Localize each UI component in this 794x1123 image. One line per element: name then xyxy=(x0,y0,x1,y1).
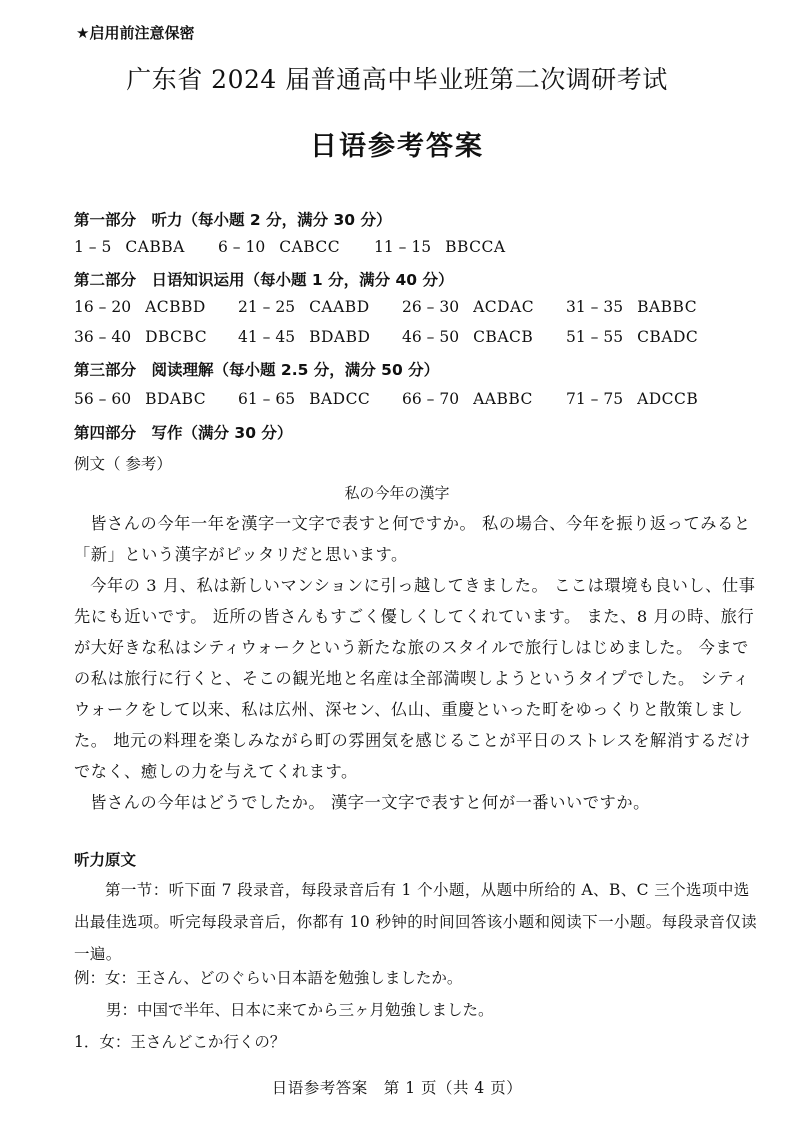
answer-letters: CBADC xyxy=(637,328,699,346)
section-heading-part4 xyxy=(74,421,292,443)
essay-paragraph: 皆さんの今年一年を漢字一文字で表すと何ですか。 私の場合、今年を振り返ってみると「新」という漢字がピッタリだと思います。 xyxy=(74,514,751,564)
answer-letters: CABCC xyxy=(279,238,341,256)
answer-letters: ADCCB xyxy=(637,390,699,408)
answer-letters: BADCC xyxy=(309,390,371,408)
question-range: 16 – 20 xyxy=(74,298,132,316)
answer-letters: CABBA xyxy=(125,238,185,256)
confidential-notice: ★启用前注意保密 xyxy=(76,24,195,42)
question-range: 56 – 60 xyxy=(74,390,132,408)
answer-letters: BABBC xyxy=(637,298,698,316)
question-range: 6 – 10 xyxy=(218,238,266,256)
section-title: 第四部分 写作 xyxy=(74,424,183,442)
listening-instructions xyxy=(74,874,764,970)
example-label: 例文（ 参考） xyxy=(74,455,172,473)
section-scoring: （每小题 1 分，满分 40 分） xyxy=(244,271,454,289)
question-range: 21 – 25 xyxy=(238,298,296,316)
question-range: 46 – 50 xyxy=(402,328,460,346)
answer-letters: BDABC xyxy=(145,390,207,408)
section-heading-part2 xyxy=(74,268,453,290)
answer-letters: BDABD xyxy=(309,328,371,346)
question-range: 51 – 55 xyxy=(566,328,624,346)
answer-letters: BBCCA xyxy=(445,238,506,256)
answer-letters: CBACB xyxy=(473,328,534,346)
listening-heading: 听力原文 xyxy=(74,851,137,869)
essay-paragraph: 皆さんの今年はどうでしたか。 漢字一文字で表すと何が一番いいですか。 xyxy=(90,793,650,812)
section-heading-part1 xyxy=(74,208,391,230)
question-range: 1 – 5 xyxy=(74,238,112,256)
section-title: 第二部分 日语知识运用 xyxy=(74,271,245,289)
answer-group xyxy=(374,238,506,256)
answer-group xyxy=(238,390,370,408)
essay-paragraph: 今年の 3 月、私は新しいマンションに引っ越してきました。 ここは環境も良いし、仕事先にも近いです。 近所の皆さんもすごく優しくしてくれています。 また、8 月の時、旅行が大好きな私はシティウォークという新たな旅のスタイルで旅行しはじめました。 今までの私は旅行に行くと、そこの観光地と名産は全部満喫しようというタイプでした。 シティウォークをして以来、私は広州、深セン、仏山、重慶といった町をゆっくりと散策しました。 地元の料理を楽しみながら町の雰囲気を感じることが平日のストレスを解消するだけでなく、癒しの力を与えてくれます。 xyxy=(74,576,756,781)
question-range: 66 – 70 xyxy=(402,390,460,408)
dialog-line: 1．女：王さんどこか行くの？ xyxy=(74,1033,286,1051)
answer-letters: ACBBD xyxy=(145,298,206,316)
dialog-line: 男：中国で半年、日本に来てから三ヶ月勉強しました。 xyxy=(106,1001,494,1019)
question-range: 36 – 40 xyxy=(74,328,132,346)
answer-group xyxy=(566,328,698,346)
exam-title: 广东省 2024 届普通高中毕业班第二次调研考试 xyxy=(126,65,668,94)
answer-group xyxy=(402,298,534,316)
answer-letters: AABBC xyxy=(473,390,533,408)
question-range: 61 – 65 xyxy=(238,390,296,408)
answer-group xyxy=(74,390,206,408)
question-range: 31 – 35 xyxy=(566,298,624,316)
page-footer: 日语参考答案 第 1 页（共 4 页） xyxy=(271,1079,523,1097)
question-range: 41 – 45 xyxy=(238,328,296,346)
answer-group xyxy=(238,298,370,316)
answer-group xyxy=(74,238,185,256)
section-scoring: （每小题 2 分，满分 30 分） xyxy=(182,211,392,229)
answer-group xyxy=(566,390,698,408)
question-range: 71 – 75 xyxy=(566,390,624,408)
essay-body xyxy=(74,508,764,818)
instructions-text: 第一节：听下面 7 段录音，每段录音后有 1 个小题，从题中所给的 A、B、C 三个选项中选出最佳选项。听完每段录音后，你都有 10 秒钟的时间回答该小题和阅读下一小题。每段录音仅读一遍。 xyxy=(74,881,758,963)
dialog-line: 例：女：王さん、どのぐらい日本語を勉強しましたか。 xyxy=(74,969,463,987)
answer-group xyxy=(238,328,370,346)
answer-letters: ACDAC xyxy=(473,298,535,316)
section-scoring: （满分 30 分） xyxy=(182,424,293,442)
answer-letters: CAABD xyxy=(309,298,370,316)
section-title: 第一部分 听力 xyxy=(74,211,183,229)
essay-title: 私の今年の漢字 xyxy=(344,484,450,502)
section-title: 第三部分 阅读理解 xyxy=(74,361,214,379)
answer-letters: DBCBC xyxy=(145,328,208,346)
question-range: 11 – 15 xyxy=(374,238,432,256)
document-title: 日语参考答案 xyxy=(310,131,484,162)
section-heading-part3 xyxy=(74,358,439,380)
answer-group xyxy=(218,238,340,256)
answer-group xyxy=(74,298,206,316)
answer-group xyxy=(74,328,207,346)
section-scoring: （每小题 2.5 分，满分 50 分） xyxy=(213,361,440,379)
question-range: 26 – 30 xyxy=(402,298,460,316)
answer-group xyxy=(402,390,533,408)
answer-group xyxy=(566,298,697,316)
answer-group xyxy=(402,328,533,346)
